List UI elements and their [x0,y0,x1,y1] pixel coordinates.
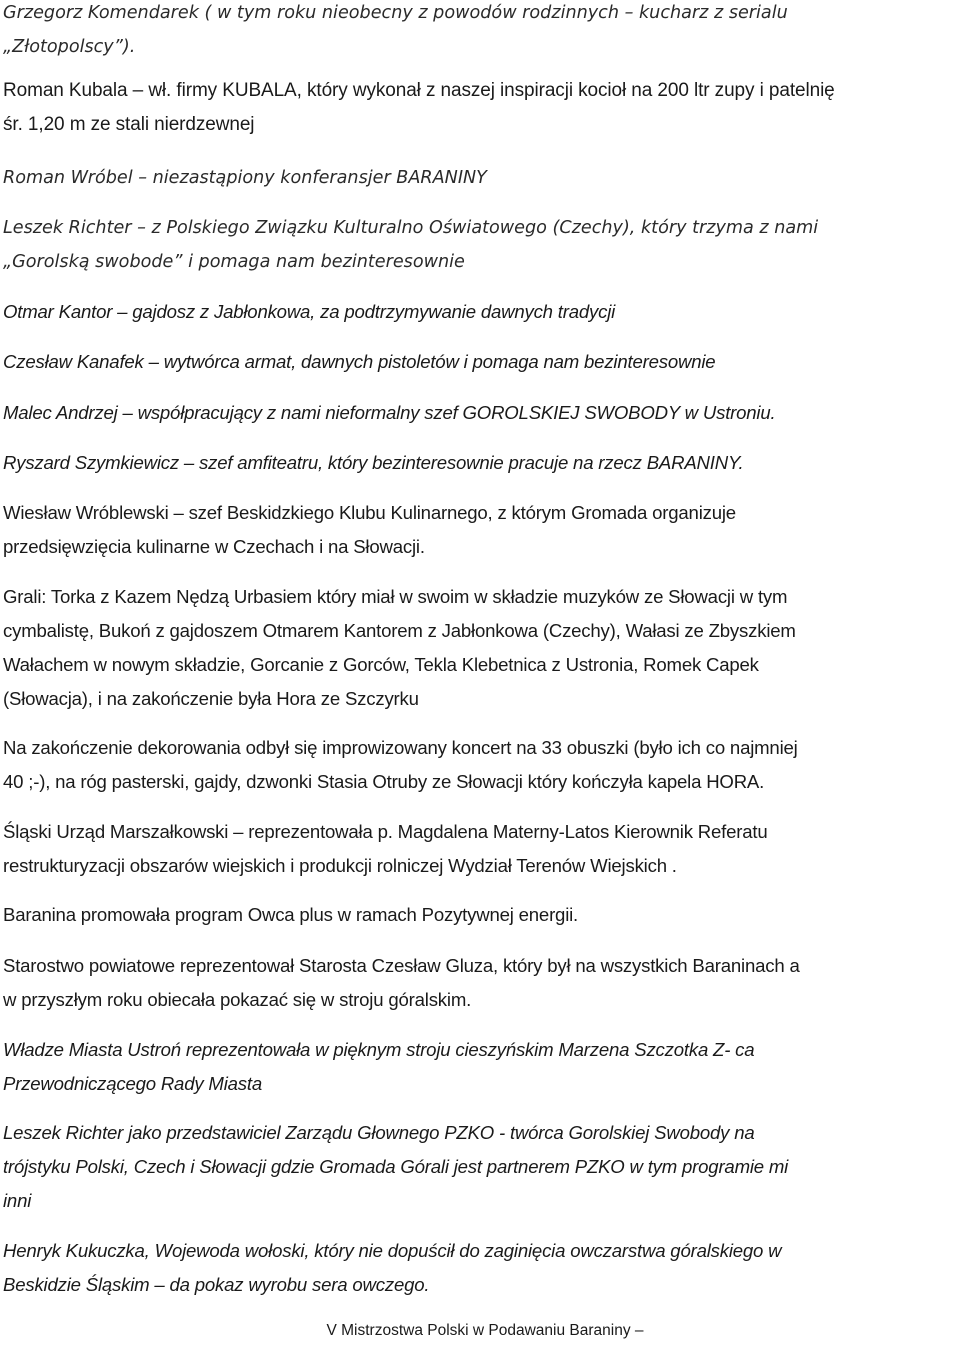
paragraph-richter-swobode [3,211,958,279]
text-line: Roman Wróbel – niezastąpiony konferansjer BARANINY [3,168,487,188]
text-line: Baranina promowała program Owca plus w ramach Pozytywnej energii. [3,904,579,925]
paragraph-kanafek [3,345,958,379]
paragraph-wroblewski [3,496,958,564]
text-line: Czesław Kanafek – wytwórca armat, dawnych pistoletów i pomaga nam bezinteresownie [3,351,716,372]
page-footer: V Mistrzostwa Polski w Podawaniu Baraniny – [326,1322,644,1339]
text-line: Władze Miasta Ustroń reprezentowała w pięknym stroju cieszyńskim Marzena Szczotka Z- ca [3,1039,755,1060]
paragraph-urzad [3,815,958,883]
text-line: (Słowacja), i na zakończenie była Hora ze Szczyrku [3,688,419,709]
paragraph-richter-pzko [3,1116,958,1218]
text-line: cymbalistę, Bukoń z gajdoszem Otmarem Kantorem z Jabłonkowa (Czechy), Wałasi ze Zbyszkiem [3,620,796,641]
paragraph-komendarek [3,0,958,64]
paragraph-malec [3,396,958,430]
text-line: w przyszłym roku obiecała pokazać się w stroju góralskim. [3,989,472,1010]
text-line: „Złotopolscy”). [3,37,136,57]
text-line: Leszek Richter jako przedstawiciel Zarządu Głownego PZKO - twórca Gorolskiej Swobody na [3,1122,755,1143]
paragraph-kubala [3,74,958,142]
text-line: 40 ;-), na róg pasterski, gajdy, dzwonki Stasia Otruby ze Słowacji który kończyła kapela HORA. [3,771,765,792]
text-line: Na zakończenie dekorowania odbył się improwizowany koncert na 33 obuszki (było ich co najmniej [3,737,798,758]
paragraph-starostwo [3,949,958,1017]
text-line: Wiesław Wróblewski – szef Beskidzkiego Klubu Kulinarnego, z którym Gromada organizuje [3,502,736,523]
paragraph-owca-plus [3,898,958,932]
text-line: restrukturyzacji obszarów wiejskich i produkcji rolniczej Wydział Terenów Wiejskich . [3,855,677,876]
text-line: Wałachem w nowym składzie, Gorcanie z Gorców, Tekla Klebetnica z Ustronia, Romek Capek [3,654,759,675]
text-line: Beskidzie Śląskim – da pokaz wyrobu sera owczego. [3,1274,430,1295]
text-line: „Gorolską swobode” i pomaga nam bezinteresownie [3,252,465,272]
text-line: Starostwo powiatowe reprezentował Starosta Czesław Gluza, który był na wszystkich Baraninach a [3,955,800,976]
text-line: Leszek Richter – z Polskiego Związku Kulturalno Oświatowego (Czechy), który trzyma z nami [3,218,819,238]
text-line: Malec Andrzej – współpracujący z nami nieformalny szef GOROLSKIEJ SWOBODY w Ustroniu. [3,402,776,423]
paragraph-szymkiewicz [3,446,958,480]
text-line: Przewodniczącego Rady Miasta [3,1073,262,1094]
text-line: Otmar Kantor – gajdosz z Jabłonkowa, za podtrzymywanie dawnych tradycji [3,301,616,322]
paragraph-kantor [3,295,958,329]
text-line: inni [3,1190,32,1211]
text-line: trójstyku Polski, Czech i Słowacji gdzie Gromada Górali jest partnerem PZKO w tym programie mi [3,1156,789,1177]
paragraph-grali [3,580,958,716]
paragraph-wrobel [3,161,958,195]
text-line: Roman Kubala – wł. firmy KUBALA, który wykonał z naszej inspiracji kocioł na 200 ltr zupy i patelnię [3,80,835,101]
text-line: śr. 1,20 m ze stali nierdzewnej [3,114,255,135]
text-line: przedsięwzięcia kulinarne w Czechach i na Słowacji. [3,536,425,557]
paragraph-wladze-miasta [3,1033,958,1101]
paragraph-kukuczka [3,1234,958,1302]
text-line: Henryk Kukuczka, Wojewoda wołoski, który nie dopuścił do zaginięcia owczarstwa góralskiego w [3,1240,782,1261]
paragraph-koncert [3,731,958,799]
text-line: Śląski Urząd Marszałkowski – reprezentowała p. Magdalena Materny-Latos Kierownik Referatu [3,821,768,842]
text-line: Ryszard Szymkiewicz – szef amfiteatru, który bezinteresownie pracuje na rzecz BARANINY. [3,452,744,473]
text-line: Grzegorz Komendarek ( w tym roku nieobecny z powodów rodzinnych – kucharz z serialu [3,3,788,23]
text-line: Grali: Torka z Kazem Nędzą Urbasiem który miał w swoim w składzie muzyków ze Słowacji w tym [3,586,788,607]
